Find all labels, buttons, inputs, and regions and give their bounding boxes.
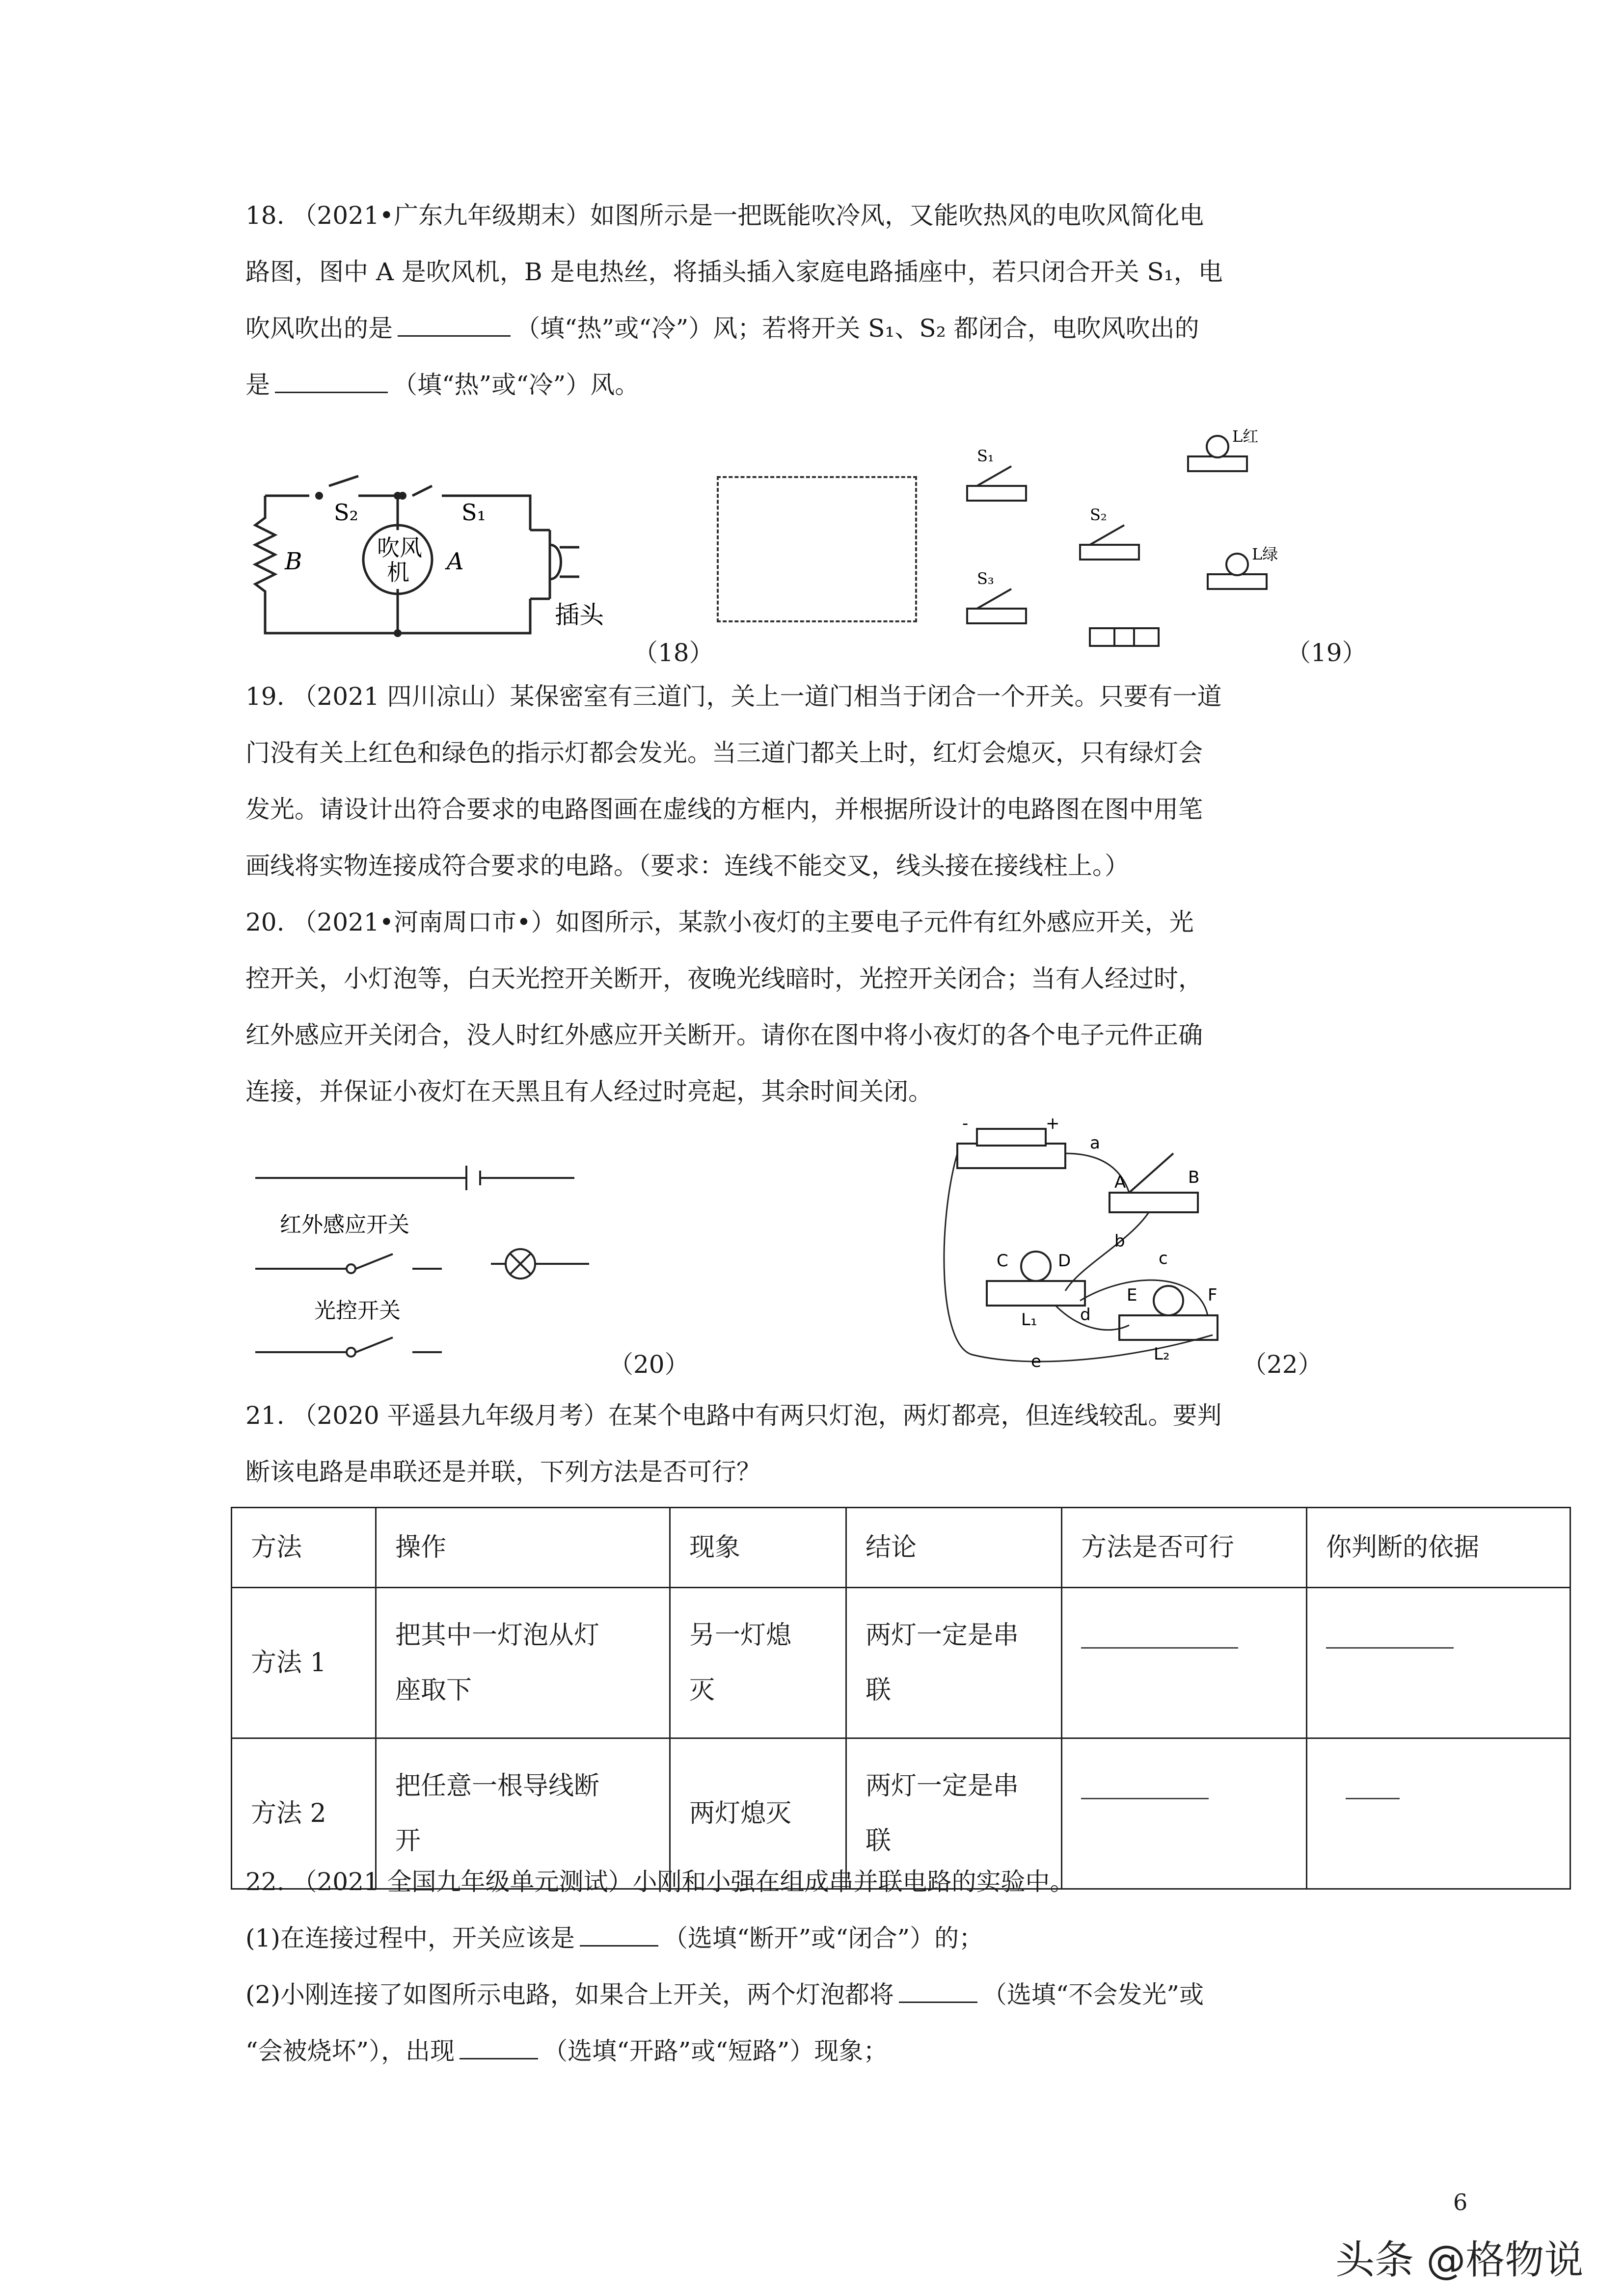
row2-feasible-blank[interactable] <box>1081 1798 1209 1799</box>
knife-switch <box>1110 1193 1198 1212</box>
figure-20-caption: （20） <box>609 1350 689 1379</box>
comp-s2-label: S₂ <box>1090 506 1107 524</box>
hair-dryer-circuit <box>245 471 604 648</box>
row2-op-line1: 把任意一根导线断 <box>395 1771 600 1801</box>
switch-s1-icon <box>967 486 1026 501</box>
q22-line2a: (1)在连接过程中，开关应该是 <box>245 1924 575 1952</box>
battery-plus: + <box>1046 1114 1060 1133</box>
q22-blank-1[interactable] <box>580 1925 658 1947</box>
wire-a-label: a <box>1090 1133 1100 1153</box>
table-header-row <box>232 1508 1570 1588</box>
figure-22-caption: （22） <box>1242 1350 1323 1379</box>
q22-line3b: （选填“不会发光”或 <box>982 1980 1204 2009</box>
q20-line3: 红外感应开关闭合，没人时红外感应开关断开。请你在图中将小夜灯的各个电子元件正确 <box>245 1021 1203 1049</box>
door-lock-components <box>957 427 1311 653</box>
comp-lred-label: L红 <box>1232 427 1259 446</box>
watermark-brand: 头条 @格物说 <box>1335 2237 1584 2283</box>
q22-line2 <box>245 1912 983 1965</box>
q22-blank-2[interactable] <box>899 1982 977 2003</box>
fan-text-2: 机 <box>387 559 409 586</box>
terminal-C: C <box>997 1251 1008 1271</box>
battery-minus: - <box>962 1114 969 1133</box>
dashed-design-box <box>717 476 917 622</box>
lamp-l2-base <box>1119 1315 1218 1340</box>
wire-b <box>1065 1212 1149 1291</box>
row2-basis[interactable] <box>1307 1738 1570 1889</box>
header-conclusion: 结论 <box>846 1508 1062 1588</box>
row1-feasible-blank[interactable] <box>1081 1647 1238 1649</box>
row1-con-line2: 联 <box>866 1676 892 1705</box>
row1-feasible[interactable] <box>1062 1588 1307 1738</box>
q22-line1: 22. （2021 全国九年级单元测试）小刚和小强在组成串并联电路的实验中。 <box>245 1868 1075 1896</box>
figure-18-caption: （18） <box>633 639 714 667</box>
switch-s2-label: S₂ <box>334 499 358 526</box>
row2-feasible[interactable] <box>1062 1738 1307 1889</box>
row1-op-line2: 座取下 <box>395 1676 472 1705</box>
row1-operation <box>376 1588 670 1738</box>
header-method: 方法 <box>232 1508 376 1588</box>
q21-line2: 断该电路是串联还是并联，下列方法是否可行？ <box>245 1458 761 1486</box>
q18-blank-1[interactable] <box>398 316 511 337</box>
q22-line4a: “会被烧坏”），出现 <box>245 2037 455 2065</box>
figure-19-caption: （19） <box>1286 639 1367 667</box>
row1-op-line1: 把其中一灯泡从灯 <box>395 1621 600 1650</box>
header-phenomenon: 现象 <box>670 1508 846 1588</box>
q21-line1: 21. （2020 平遥县九年级月考）在某个电路中有两只灯泡，两灯都亮，但连线较乱。要判 <box>245 1401 1222 1430</box>
q18-blank-2[interactable] <box>275 372 388 393</box>
comp-s1-label: S₁ <box>977 447 994 465</box>
q18-line4 <box>245 358 639 411</box>
switch-s3-icon <box>967 609 1026 623</box>
q18-line4b: （填“热”或“冷”）风。 <box>393 371 640 399</box>
wire-b-label: b <box>1114 1231 1125 1251</box>
q19-line2: 门没有关上红色和绿色的指示灯都会发光。当三道门都关上时，红灯会熄灭，只有绿灯会 <box>245 739 1203 767</box>
lamp-l1-label: L₁ <box>1021 1310 1037 1330</box>
q22-line3a: (2)小刚连接了如图所示电路，如果合上开关，两个灯泡都将 <box>245 1980 894 2009</box>
row2-ph-line1: 两灯熄灭 <box>689 1799 792 1828</box>
header-basis: 你判断的依据 <box>1307 1508 1570 1588</box>
fan-text-1: 吹风 <box>377 534 422 561</box>
wire-e-label: e <box>1031 1352 1041 1371</box>
heater-label-b: B <box>285 548 302 575</box>
q22-line3 <box>245 1968 1204 2021</box>
q22-blank-3[interactable] <box>460 2038 538 2059</box>
q19-line4: 画线将实物连接成符合要求的电路。（要求：连线不能交叉，线头接在接线柱上。） <box>245 852 1129 880</box>
battery-holder <box>957 1144 1065 1168</box>
terminal-A: A <box>1114 1173 1126 1192</box>
row2-op-line2: 开 <box>395 1826 421 1856</box>
wire-c-label: c <box>1159 1249 1168 1268</box>
row1-ph-line2: 灭 <box>689 1676 715 1705</box>
row2-con-line2: 联 <box>866 1826 892 1856</box>
row2-method: 方法 2 <box>232 1738 376 1889</box>
experiment-circuit <box>933 1114 1296 1379</box>
row1-conclusion <box>846 1588 1062 1738</box>
row1-ph-line1: 另一灯熄 <box>689 1621 792 1650</box>
header-operation: 操作 <box>376 1508 670 1588</box>
row1-basis-blank[interactable] <box>1326 1647 1454 1649</box>
switch-s2-icon <box>1080 545 1139 560</box>
q22-line2b: （选填“断开”或“闭合”）的； <box>663 1924 984 1952</box>
page-number: 6 <box>1453 2189 1468 2216</box>
bulb-red-icon <box>1188 456 1247 471</box>
terminal-E: E <box>1127 1285 1137 1305</box>
header-feasible: 方法是否可行 <box>1062 1508 1307 1588</box>
bulb-green-icon <box>1208 574 1267 589</box>
q18-line2: 路图，图中 A 是吹风机，B 是电热丝，将插头插入家庭电路插座中，若只闭合开关 S₁，电 <box>245 258 1223 286</box>
row1-con-line1: 两灯一定是串 <box>866 1621 1019 1650</box>
ir-switch-label: 红外感应开关 <box>280 1212 409 1237</box>
light-switch-label: 光控开关 <box>314 1298 401 1323</box>
night-light-components <box>250 1163 604 1369</box>
q20-line2: 控开关，小灯泡等，白天光控开关断开，夜晚光线暗时，光控开关闭合；当有人经过时， <box>245 964 1203 993</box>
method-table <box>231 1507 1571 1890</box>
terminal-F: F <box>1208 1285 1218 1305</box>
fan-label-a: A <box>447 548 464 575</box>
q22-line4 <box>245 2025 888 2078</box>
q18-line1: 18. （2021•广东九年级期末）如图所示是一把既能吹冷风，又能吹热风的电吹风简化电 <box>245 201 1204 230</box>
terminal-D: D <box>1058 1251 1071 1271</box>
plug-label: 插头 <box>555 601 604 629</box>
comp-s3-label: S₃ <box>977 569 994 588</box>
lamp-l2-label: L₂ <box>1154 1344 1170 1364</box>
q22-line4b: （选填“开路”或“短路”）现象； <box>543 2037 888 2065</box>
wire-d-label: d <box>1080 1305 1091 1325</box>
wire-d <box>1056 1306 1129 1330</box>
q18-line3b: （填“热”或“冷”）风；若将开关 S₁、S₂ 都闭合，电吹风吹出的 <box>515 314 1199 343</box>
row1-phenomenon <box>670 1588 846 1738</box>
row2-con-line1: 两灯一定是串 <box>866 1771 1019 1801</box>
q18-line4a: 是 <box>245 371 270 399</box>
table-row <box>232 1588 1570 1738</box>
terminal-B: B <box>1188 1168 1200 1187</box>
q19-line1: 19. （2021 四川凉山）某保密室有三道门，关上一道门相当于闭合一个开关。只要有一道 <box>245 682 1222 711</box>
comp-lgreen-label: L绿 <box>1252 545 1278 563</box>
wire-c <box>1080 1280 1208 1315</box>
q18-line3a: 吹风吹出的是 <box>245 314 393 343</box>
q19-line3: 发光。请设计出符合要求的电路图画在虚线的方框内，并根据所设计的电路图在图中用笔 <box>245 795 1203 824</box>
row1-basis[interactable] <box>1307 1588 1570 1738</box>
q20-line1: 20. （2021•河南周口市•）如图所示，某款小夜灯的主要电子元件有红外感应开关，光 <box>245 908 1194 936</box>
row2-basis-blank[interactable] <box>1346 1798 1400 1799</box>
battery-icon <box>1090 628 1159 646</box>
q18-line3 <box>245 302 1199 355</box>
switch-s1-label: S₁ <box>461 499 486 526</box>
q20-line4: 连接，并保证小夜灯在天黑且有人经过时亮起，其余时间关闭。 <box>245 1077 933 1106</box>
row1-method: 方法 1 <box>232 1588 376 1738</box>
